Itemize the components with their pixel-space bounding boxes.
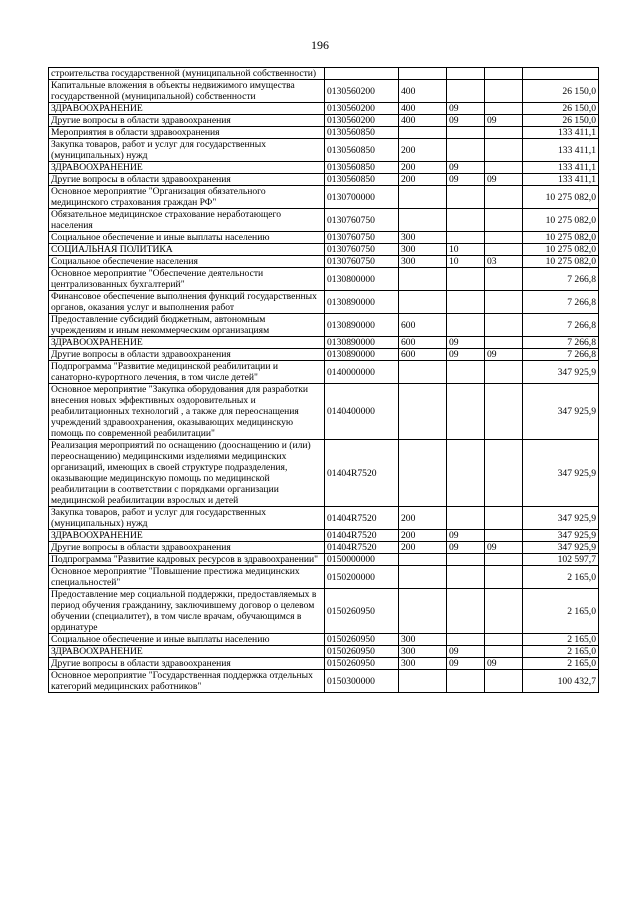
section-code-cell: 09	[447, 542, 485, 554]
subsection-code-cell	[485, 361, 523, 384]
expense-type-code-cell: 300	[399, 244, 447, 256]
amount-cell: 2 165,0	[523, 658, 599, 670]
expense-type-code-cell	[399, 670, 447, 693]
item-name-cell: Социальное обеспечение населения	[49, 256, 325, 268]
expense-type-code-cell: 600	[399, 337, 447, 349]
target-article-code-cell: 0130560200	[325, 80, 399, 103]
section-code-cell	[447, 589, 485, 634]
item-name-cell: Основное мероприятие "Организация обязательного медицинского страхования граждан РФ"	[49, 186, 325, 209]
subsection-code-cell: 09	[485, 115, 523, 127]
subsection-code-cell	[485, 291, 523, 314]
subsection-code-cell	[485, 440, 523, 507]
expense-type-code-cell	[399, 186, 447, 209]
target-article-code-cell: 0130760750	[325, 256, 399, 268]
subsection-code-cell	[485, 68, 523, 80]
subsection-code-cell	[485, 670, 523, 693]
target-article-code-cell: 0130560200	[325, 103, 399, 115]
expense-type-code-cell	[399, 268, 447, 291]
target-article-code-cell: 0150260950	[325, 634, 399, 646]
target-article-code-cell: 0150000000	[325, 554, 399, 566]
table-row	[49, 440, 599, 507]
item-name-cell: строительства государственной (муниципальной собственности)	[49, 68, 325, 80]
subsection-code-cell: 09	[485, 658, 523, 670]
section-code-cell	[447, 566, 485, 589]
expense-type-code-cell	[399, 384, 447, 440]
amount-cell: 7 266,8	[523, 349, 599, 361]
item-name-cell: Подпрограмма "Развитие медицинской реабилитации и санаторно-курортного лечения, в том числе детей"	[49, 361, 325, 384]
target-article-code-cell: 0150260950	[325, 646, 399, 658]
target-article-code-cell: 0130560850	[325, 139, 399, 162]
table-row	[49, 542, 599, 554]
section-code-cell: 09	[447, 349, 485, 361]
section-code-cell	[447, 209, 485, 232]
item-name-cell: Предоставление субсидий бюджетным, автономным учреждениям и иным некоммерческим организациям	[49, 314, 325, 337]
amount-cell: 347 925,9	[523, 361, 599, 384]
target-article-code-cell: 0150260950	[325, 658, 399, 670]
target-article-code-cell: 0130890000	[325, 291, 399, 314]
expense-type-code-cell	[399, 127, 447, 139]
expense-type-code-cell: 300	[399, 634, 447, 646]
subsection-code-cell	[485, 139, 523, 162]
amount-cell: 102 597,7	[523, 554, 599, 566]
table-row	[49, 80, 599, 103]
target-article-code-cell: 0130700000	[325, 186, 399, 209]
section-code-cell: 09	[447, 115, 485, 127]
section-code-cell	[447, 139, 485, 162]
amount-cell: 2 165,0	[523, 634, 599, 646]
table-row	[49, 103, 599, 115]
item-name-cell: Реализация мероприятий по оснащению (дооснащению и (или) переоснащению) медицинскими изделиями медицинских организаций, имеющих в своей структуре подразделения, оказывающие медицинскую помощь по медицинской реабилитации в соответствии с порядками организации медицинской реабилитации взрослых и детей	[49, 440, 325, 507]
amount-cell: 26 150,0	[523, 115, 599, 127]
section-code-cell: 09	[447, 646, 485, 658]
subsection-code-cell	[485, 80, 523, 103]
subsection-code-cell	[485, 507, 523, 530]
target-article-code-cell: 01404R7520	[325, 542, 399, 554]
target-article-code-cell: 01404R7520	[325, 530, 399, 542]
target-article-code-cell: 01404R7520	[325, 507, 399, 530]
target-article-code-cell: 0130760750	[325, 232, 399, 244]
expense-type-code-cell: 600	[399, 314, 447, 337]
expense-type-code-cell: 600	[399, 349, 447, 361]
subsection-code-cell	[485, 384, 523, 440]
expense-type-code-cell	[399, 68, 447, 80]
table-row	[49, 361, 599, 384]
subsection-code-cell	[485, 314, 523, 337]
target-article-code-cell: 0140400000	[325, 384, 399, 440]
target-article-code-cell: 0130560200	[325, 115, 399, 127]
table-row	[49, 127, 599, 139]
amount-cell: 10 275 082,0	[523, 186, 599, 209]
amount-cell: 133 411,1	[523, 162, 599, 174]
subsection-code-cell	[485, 244, 523, 256]
target-article-code-cell: 0150200000	[325, 566, 399, 589]
section-code-cell: 09	[447, 174, 485, 186]
target-article-code-cell: 0150260950	[325, 589, 399, 634]
amount-cell: 133 411,1	[523, 139, 599, 162]
item-name-cell: Другие вопросы в области здравоохранения	[49, 115, 325, 127]
subsection-code-cell	[485, 268, 523, 291]
item-name-cell: ЗДРАВООХРАНЕНИЕ	[49, 337, 325, 349]
section-code-cell: 09	[447, 530, 485, 542]
target-article-code-cell: 0130760750	[325, 209, 399, 232]
page-number: 196	[311, 38, 329, 52]
amount-cell: 100 432,7	[523, 670, 599, 693]
budget-table-body	[49, 68, 599, 693]
section-code-cell	[447, 384, 485, 440]
expense-type-code-cell: 200	[399, 139, 447, 162]
item-name-cell: Мероприятия в области здравоохранения	[49, 127, 325, 139]
subsection-code-cell	[485, 530, 523, 542]
target-article-code-cell	[325, 68, 399, 80]
table-row	[49, 530, 599, 542]
target-article-code-cell: 0130890000	[325, 314, 399, 337]
item-name-cell: ЗДРАВООХРАНЕНИЕ	[49, 530, 325, 542]
subsection-code-cell	[485, 209, 523, 232]
expense-type-code-cell	[399, 440, 447, 507]
item-name-cell: Социальное обеспечение и иные выплаты населению	[49, 232, 325, 244]
section-code-cell	[447, 80, 485, 103]
section-code-cell: 10	[447, 256, 485, 268]
item-name-cell: Основное мероприятие "Обеспечение деятельности централизованных бухгалтерий"	[49, 268, 325, 291]
subsection-code-cell	[485, 566, 523, 589]
target-article-code-cell: 0150300000	[325, 670, 399, 693]
expense-type-code-cell: 200	[399, 530, 447, 542]
section-code-cell	[447, 291, 485, 314]
table-row	[49, 634, 599, 646]
amount-cell: 347 925,9	[523, 507, 599, 530]
target-article-code-cell: 0130800000	[325, 268, 399, 291]
amount-cell: 7 266,8	[523, 314, 599, 337]
table-row	[49, 589, 599, 634]
table-row	[49, 115, 599, 127]
amount-cell	[523, 68, 599, 80]
item-name-cell: Капитальные вложения в объекты недвижимого имущества государственной (муниципальной) собственности	[49, 80, 325, 103]
expense-type-code-cell: 200	[399, 162, 447, 174]
subsection-code-cell: 09	[485, 542, 523, 554]
item-name-cell: Основное мероприятие "Повышение престижа медицинских специальностей"	[49, 566, 325, 589]
item-name-cell: Основное мероприятие "Государственная поддержка отдельных категорий медицинских работников"	[49, 670, 325, 693]
table-row	[49, 670, 599, 693]
table-row	[49, 554, 599, 566]
amount-cell: 347 925,9	[523, 542, 599, 554]
amount-cell: 2 165,0	[523, 589, 599, 634]
target-article-code-cell: 0130890000	[325, 337, 399, 349]
table-row	[49, 232, 599, 244]
table-row	[49, 162, 599, 174]
expense-type-code-cell: 300	[399, 658, 447, 670]
item-name-cell: Основное мероприятие "Закупка оборудования для разработки внесения новых эффективных оздоровительных и реабилитационных технологий , а также для переоснащения учреждений здравоохранения, оказывающих медицинскую помощь по современной реабилитации"	[49, 384, 325, 440]
item-name-cell: СОЦИАЛЬНАЯ ПОЛИТИКА	[49, 244, 325, 256]
amount-cell: 26 150,0	[523, 103, 599, 115]
table-row	[49, 68, 599, 80]
target-article-code-cell: 01404R7520	[325, 440, 399, 507]
amount-cell: 347 925,9	[523, 384, 599, 440]
expense-type-code-cell: 200	[399, 174, 447, 186]
subsection-code-cell	[485, 554, 523, 566]
expense-type-code-cell	[399, 589, 447, 634]
amount-cell: 10 275 082,0	[523, 209, 599, 232]
section-code-cell	[447, 232, 485, 244]
table-row	[49, 244, 599, 256]
table-row	[49, 291, 599, 314]
table-row	[49, 209, 599, 232]
item-name-cell: ЗДРАВООХРАНЕНИЕ	[49, 103, 325, 115]
expense-type-code-cell: 400	[399, 115, 447, 127]
expense-type-code-cell: 200	[399, 507, 447, 530]
target-article-code-cell: 0130560850	[325, 127, 399, 139]
amount-cell: 7 266,8	[523, 268, 599, 291]
subsection-code-cell	[485, 162, 523, 174]
item-name-cell: Предоставление мер социальной поддержки, предоставляемых в период обучения гражданину, заключившему договор о целевом обучении (специалитет), в том числе врачам, обучающимся в ординатуре	[49, 589, 325, 634]
item-name-cell: Обязательное медицинское страхование неработающего населения	[49, 209, 325, 232]
section-code-cell	[447, 670, 485, 693]
section-code-cell: 09	[447, 658, 485, 670]
target-article-code-cell: 0130760750	[325, 244, 399, 256]
subsection-code-cell	[485, 646, 523, 658]
section-code-cell	[447, 68, 485, 80]
subsection-code-cell	[485, 634, 523, 646]
budget-table	[48, 67, 599, 693]
item-name-cell: Другие вопросы в области здравоохранения	[49, 542, 325, 554]
item-name-cell: Финансовое обеспечение выполнения функций государственных органов, оказания услуг и выполнения работ	[49, 291, 325, 314]
expense-type-code-cell	[399, 566, 447, 589]
table-row	[49, 174, 599, 186]
expense-type-code-cell	[399, 361, 447, 384]
section-code-cell: 09	[447, 103, 485, 115]
amount-cell: 133 411,1	[523, 127, 599, 139]
target-article-code-cell: 0140000000	[325, 361, 399, 384]
item-name-cell: ЗДРАВООХРАНЕНИЕ	[49, 162, 325, 174]
expense-type-code-cell	[399, 209, 447, 232]
amount-cell: 7 266,8	[523, 291, 599, 314]
subsection-code-cell	[485, 103, 523, 115]
expense-type-code-cell: 300	[399, 256, 447, 268]
amount-cell: 10 275 082,0	[523, 256, 599, 268]
table-row	[49, 349, 599, 361]
subsection-code-cell	[485, 232, 523, 244]
section-code-cell: 09	[447, 337, 485, 349]
table-row	[49, 566, 599, 589]
table-row	[49, 139, 599, 162]
target-article-code-cell: 0130890000	[325, 349, 399, 361]
expense-type-code-cell	[399, 554, 447, 566]
target-article-code-cell: 0130560850	[325, 174, 399, 186]
item-name-cell: ЗДРАВООХРАНЕНИЕ	[49, 646, 325, 658]
target-article-code-cell: 0130560850	[325, 162, 399, 174]
subsection-code-cell	[485, 337, 523, 349]
expense-type-code-cell: 200	[399, 542, 447, 554]
amount-cell: 2 165,0	[523, 566, 599, 589]
amount-cell: 2 165,0	[523, 646, 599, 658]
subsection-code-cell	[485, 186, 523, 209]
amount-cell: 347 925,9	[523, 530, 599, 542]
item-name-cell: Другие вопросы в области здравоохранения	[49, 174, 325, 186]
amount-cell: 10 275 082,0	[523, 232, 599, 244]
amount-cell: 10 275 082,0	[523, 244, 599, 256]
section-code-cell	[447, 554, 485, 566]
table-row	[49, 384, 599, 440]
section-code-cell: 09	[447, 162, 485, 174]
section-code-cell	[447, 361, 485, 384]
amount-cell: 347 925,9	[523, 440, 599, 507]
subsection-code-cell: 09	[485, 349, 523, 361]
table-row	[49, 186, 599, 209]
amount-cell: 133 411,1	[523, 174, 599, 186]
item-name-cell: Закупка товаров, работ и услуг для государственных (муниципальных) нужд	[49, 139, 325, 162]
item-name-cell: Закупка товаров, работ и услуг для государственных (муниципальных) нужд	[49, 507, 325, 530]
expense-type-code-cell: 400	[399, 103, 447, 115]
subsection-code-cell	[485, 127, 523, 139]
item-name-cell: Социальное обеспечение и иные выплаты населению	[49, 634, 325, 646]
table-row	[49, 256, 599, 268]
expense-type-code-cell: 300	[399, 646, 447, 658]
amount-cell: 26 150,0	[523, 80, 599, 103]
expense-type-code-cell	[399, 291, 447, 314]
item-name-cell: Подпрограмма "Развитие кадровых ресурсов в здравоохранении"	[49, 554, 325, 566]
section-code-cell: 10	[447, 244, 485, 256]
table-row	[49, 646, 599, 658]
item-name-cell: Другие вопросы в области здравоохранения	[49, 658, 325, 670]
subsection-code-cell	[485, 589, 523, 634]
section-code-cell	[447, 127, 485, 139]
table-row	[49, 337, 599, 349]
table-row	[49, 268, 599, 291]
item-name-cell: Другие вопросы в области здравоохранения	[49, 349, 325, 361]
section-code-cell	[447, 186, 485, 209]
section-code-cell	[447, 268, 485, 291]
table-row	[49, 314, 599, 337]
section-code-cell	[447, 634, 485, 646]
subsection-code-cell: 09	[485, 174, 523, 186]
table-row	[49, 658, 599, 670]
section-code-cell	[447, 507, 485, 530]
subsection-code-cell: 03	[485, 256, 523, 268]
section-code-cell	[447, 440, 485, 507]
amount-cell: 7 266,8	[523, 337, 599, 349]
section-code-cell	[447, 314, 485, 337]
expense-type-code-cell: 400	[399, 80, 447, 103]
table-row	[49, 507, 599, 530]
expense-type-code-cell: 300	[399, 232, 447, 244]
